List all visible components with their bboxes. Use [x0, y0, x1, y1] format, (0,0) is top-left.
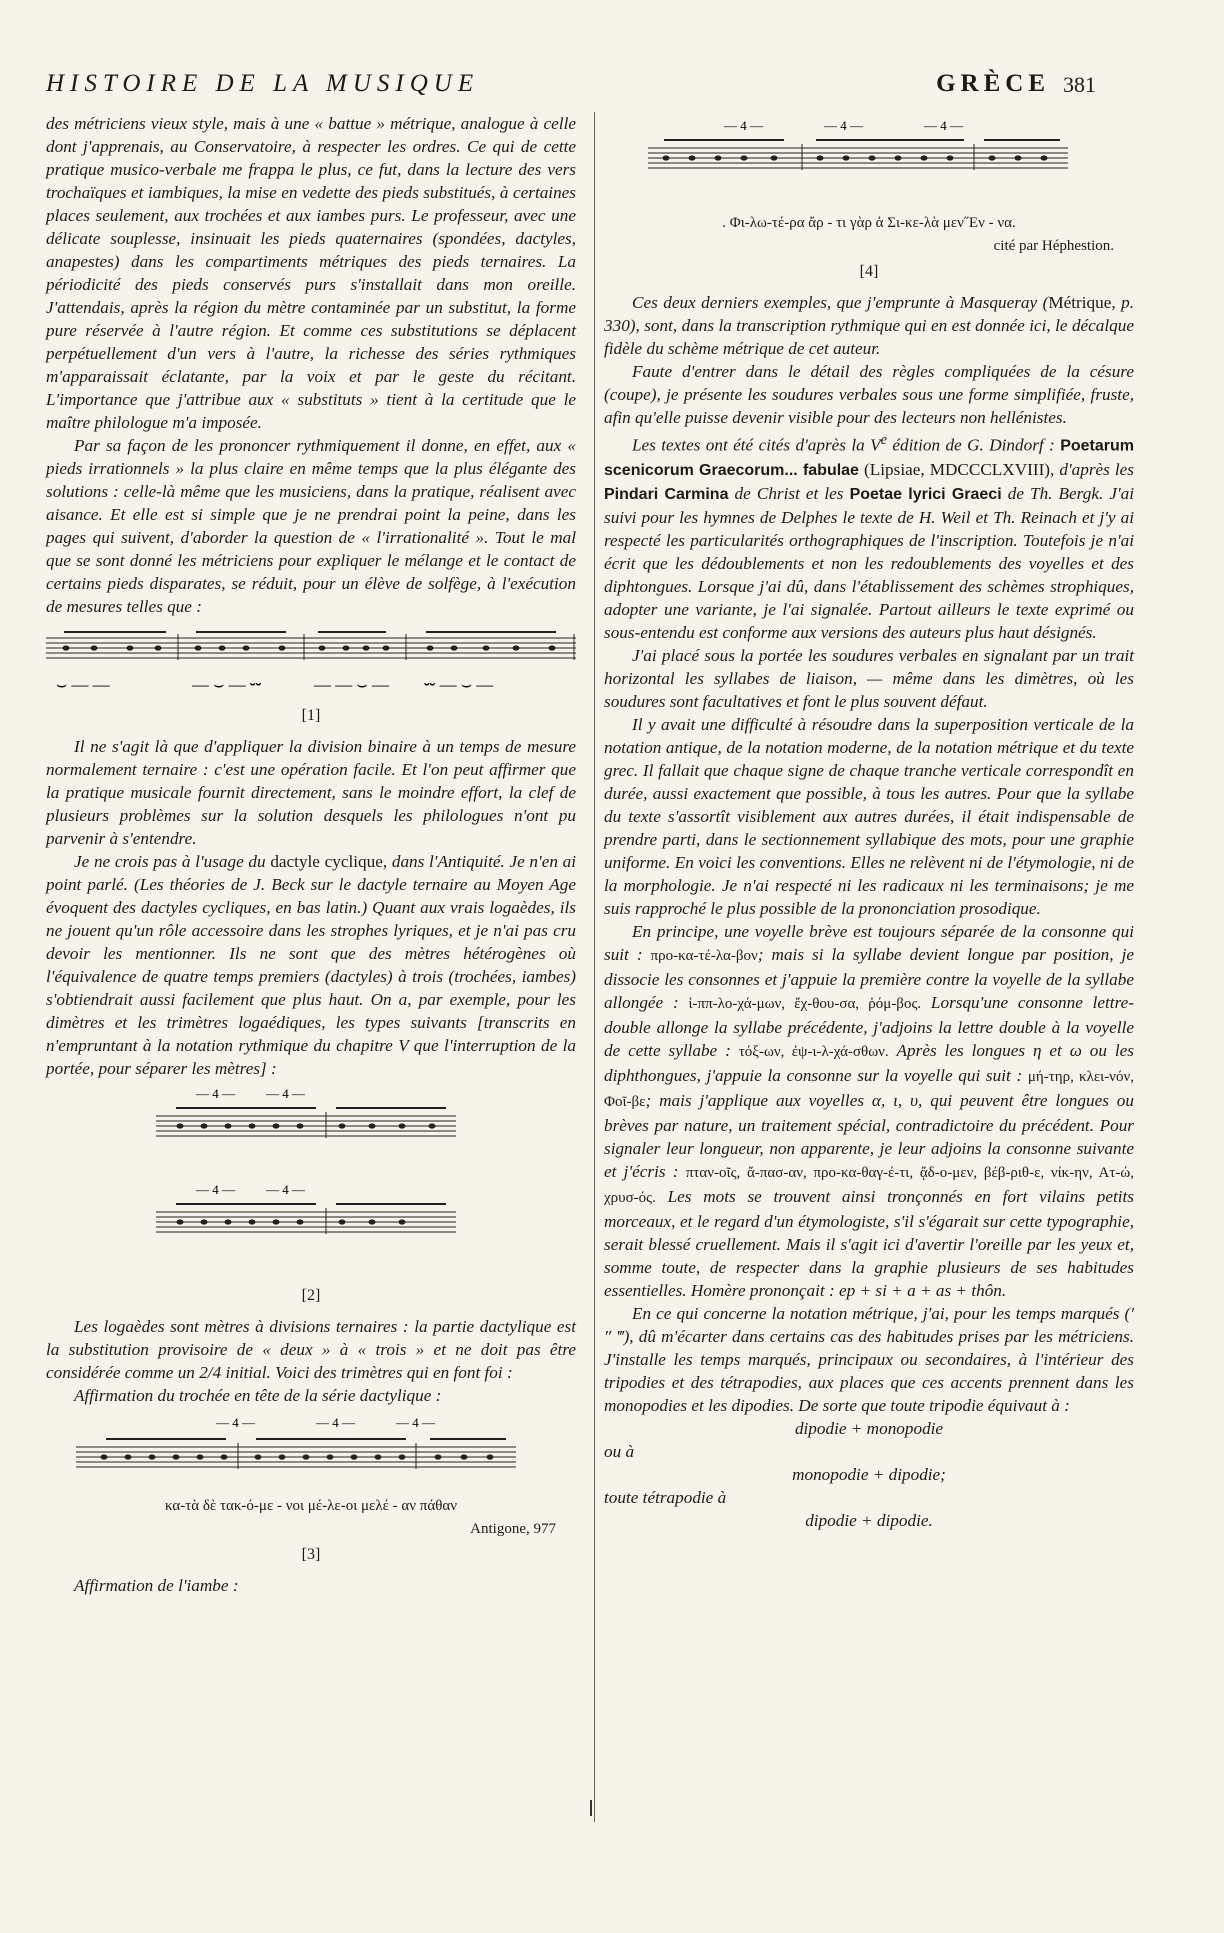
paragraph: Par sa façon de les prononcer rythmiquement il donne, en effet, aux « pieds irrationnels » la plus claire en même temps que la plus élégante des solutions : celle-là même que les musiciens, dans la pratique, réalisent avec aisance. Et elle est si simple que je ne prendrai point la peine, dans les pages qui suivent, d'aborder la question de « l'irrationalité ». Tout le mal que se sont donné les métriciens pour expliquer le mélange et le contact de certains pieds disparates, se réduit, pour un élève de solfège, à l'exécution de mesures telles que : [46, 436, 576, 616]
tempo-mark: — 4 — [924, 118, 963, 133]
music-example-2 [46, 1086, 576, 1282]
paragraph: des métriciens vieux style, mais à une « battue » métrique, analogue à celle dont j'apprenais, au Conservatoire, à respecter les ordres. Ce qui de cette pratique musico-verbale me frappa le plus, ce fut, dans la lecture des vers trochaïques et iambiques, la mise en vedette des pieds substitués, à certaines places seulement, aux trochées et aux iambes purs. Le professeur, avec une délicate souplesse, insinuait les pieds quaternaires (spondées, dactyles, anapestes) dans les compartiments métriques des pieds ternaires. La périodicité des pieds conservés purs s'installait dans mon oreille. J'attendais, après la région du mètre contaminée par un substitut, la forme pure réservée à l'autre région. Et comme ces substitutions se déplacent perpétuellement d'un vers à l'autre, la richesse des séries rythmiques m'apparaissait éclatante, par la voix et par le geste du récitant. L'importance que j'attribue aux « substituts » tient à la certitude que le maître philologue m'a imposée. [46, 114, 576, 432]
column-divider [594, 112, 595, 1822]
tempo-mark: — 4 — [216, 1415, 255, 1430]
margin-mark [590, 1800, 592, 1816]
figure-number: [1] [301, 707, 321, 724]
section-title: GRÈCE [936, 70, 1050, 97]
page-header [46, 70, 1096, 110]
paragraph: ou à [604, 1441, 635, 1461]
figure-number: [4] [859, 263, 879, 280]
tempo-mark: — 4 — [724, 118, 763, 133]
paragraph: toute tétrapodie à [604, 1487, 727, 1507]
paragraph: Je ne crois pas à l'usage du dactyle cyclique, dans l'Antiquité. Je n'en ai point parlé. (Les théories de J. Beck sur le dactyle ternaire au Moyen Age évoquent des dactyles cycliques, en bas latin.) Quant aux vrais logaèdes, ils ne jouent qu'un rôle accessoire dans les strophes lyriques, et je n'ai pas cru devoir les mentionner. Ils ne sont que des mètres hétérogènes où l'équivalence de quatre temps premiers (dactyles) à trois (trochées, iambes) s'obtiendrait aussi facilement que plus haut. On a, par exemple, pour les dimètres et les trimètres logaédiques, les types suivants [transcrits en n'empruntant à la notation rythmique du chapitre V que l'interruption de la portée, pour séparer les mètres] : [46, 852, 576, 1078]
meter-mark: ⌣ — — [56, 675, 110, 694]
staff [46, 634, 576, 660]
paragraph: En ce qui concerne la notation métrique, j'ai, pour les temps marqués (′ ″ ‴), dû m'écarter dans certains cas des habitudes prises par les métriciens. J'installe les temps marqués, principaux ou secondaires, à l'intérieur des tripodies et des tétrapodies, aux places que ces accents prennent dans les monopodies et les dipodies. De sorte que toute tripodie équivaut à : [604, 1303, 1134, 1415]
figure-number: [2] [301, 1287, 321, 1304]
greek-lyric: κα-τὰ δὲ τακ-ό-με - νοι μέ-λε-οι μελέ - αν πάθαν [164, 1498, 458, 1514]
greek-lyric: . Φι-λω-τέ-ρα ἄρ - τι γὰρ ἁ Σι-κε-λὰ μεν˝Εν - να. [722, 215, 1016, 231]
page-number: 381 [1063, 72, 1096, 97]
running-title: HISTOIRE DE LA MUSIQUE [46, 70, 480, 97]
tempo-mark: — 4 — [266, 1086, 305, 1101]
paragraph: Les textes ont été cités d'après la Ve édition de G. Dindorf : Poetarum scenicorum Graecorum... fabulae (Lipsiae, MDCCCLXVIII), d'après les Pindari Carmina de Christ et les Poetae lyrici Graeci de Th. Bergk. J'ai suivi pour les hymnes de Delphes le texte de H. Weil et Th. Reinach et j'y ai respecté les particularités orthographiques de l'inscription. Toutefois je n'ai écrit que les dédoublements et non les redoublements des voyelles et des diphtongues. Lorsque j'ai dû, dans l'établissement des schèmes strophiques, adopter une variante, je l'ai signalée. Partout ailleurs le texte exprimé ou sous-entendu est conforme aux versions des auteurs plus haut désignés. [604, 432, 1134, 642]
paragraph: Ces deux derniers exemples, que j'emprunte à Masqueray (Métrique, p. 330), sont, dans la transcription rythmique qui en est donnée ici, le décalque fidèle du schème métrique de cet auteur. [604, 293, 1134, 358]
paragraph: Les logaèdes sont mètres à divisions ternaires : la partie dactylique est la substitution provisoire de « deux » à « trois » et ne doit pas être considérée comme un 2/4 initial. Voici des trimètres qui en font foi : [46, 1317, 576, 1382]
paragraph: Affirmation du trochée en tête de la série dactylique : [74, 1386, 442, 1405]
citation: cité par Héphestion. [993, 238, 1114, 254]
tempo-mark: — 4 — [824, 118, 863, 133]
paragraph: J'ai placé sous la portée les soudures verbales en signalant par un trait horizontal les syllabes de liaison, — même dans les dimètres, où les soudures sont facultatives et font le plus souvent défaut. [604, 645, 1134, 711]
paragraph: Il ne s'agit là que d'appliquer la division binaire à un temps de mesure normalement ternaire : c'est une opération facile. Et l'on peut affirmer que la pratique musicale fournit directement, sans le moindre effort, la clef de plusieurs problèmes sur la solution desquels les philologues n'ont pu parvenir à s'entendre. [46, 737, 576, 848]
meter-mark: — ⌣ — ⏑⏑ [192, 675, 262, 694]
left-column [46, 112, 576, 1597]
music-example-1 [46, 624, 576, 702]
right-column [604, 112, 1134, 1532]
tempo-mark: — 4 — [196, 1086, 235, 1101]
paragraph: Affirmation de l'iambe : [74, 1576, 239, 1595]
music-example-3 [46, 1413, 576, 1493]
formula: monopodie + dipodie; [792, 1464, 946, 1484]
music-example-4 [604, 118, 1134, 210]
figure-number: [3] [301, 1546, 321, 1563]
formula: dipodie + dipodie. [805, 1510, 933, 1530]
tempo-mark: — 4 — [196, 1182, 235, 1197]
paragraph: En principe, une voyelle brève est toujours séparée de la consonne qui suit : προ-κα-τέ-λα-βον; mais si la syllabe devient longue par position, je dissocie les consonnes et j'appuie la première contre la voyelle de la syllabe allongée : ἱ-ππ-λο-χά-μων, ἔχ-θου-σα, ῥόμ-βος. Lorsqu'une consonne lettre-double allonge la syllabe précédente, j'adjoins la lettre double à la voyelle de cette syllabe : τόξ-ων, ἐψ-ι-λ-χά-σθων. Après les longues η et ω ou les diphthongues, j'appuie la consonne sur la voyelle qui suit : μή-τηρ, κλει-νόν, Φοῖ-βε; mais j'applique aux voyelles α, ι, υ, qui peuvent être longues ou brèves par nature, un traitement spécial, contradictoire du précédent. Pour signaler leur longueur, non apparente, je leur adjoins la consonne suivante et j'écris : πταν-οῖς, ἄ-πασ-αν, προ-κα-θαγ-έ-τι, ᾄδ-ο-μεν, βέβ-ριθ-ε, νίκ-ην, Ατ-ώ, χρυσ-ός. Les mots se trouvent ainsi tronçonnés en fort vilains petits morceaux, et le regard d'un étymologiste, s'il s'égarait sur cette typographie, serait blessé cruellement. Mais il s'agit ici d'avertir l'oreille par les yeux et, somme toute, de respecter dans la graphie plusieurs de ses habitudes essentielles. Homère prononçait : ep + si + a + as + thôn. [604, 921, 1135, 1300]
formula: dipodie + monopodie [794, 1418, 944, 1438]
meter-mark: — — ⌣ — [314, 675, 389, 694]
tempo-mark: — 4 — [396, 1415, 435, 1430]
tempo-mark: — 4 — [266, 1182, 305, 1197]
paragraph: Il y avait une difficulté à résoudre dans la superposition verticale de la notation antique, de la notation moderne, de la notation métrique et du texte grec. Il fallait que chaque signe de chaque tranche verticale correspondît en durée, aussi exactement que possible, à tous les autres. Pour que la syllabe du texte s'assortît visiblement aux autres durées, il était indispensable de prendre parti, dans le sectionnement syllabique des mots, pour une graphie uniforme. En voici les conventions. Elles ne relèvent ni de l'étymologie, ni de la morphologie. Je n'ai respecté ni les radicaux ni les terminaisons; je me suis rapproché le plus possible de la prononciation prosodique. [604, 714, 1134, 918]
tempo-mark: — 4 — [316, 1415, 355, 1430]
paragraph: Faute d'entrer dans le détail des règles compliquées de la césure (coupe), je présente les soudures verbales sous une forme simplifiée, fruste, afin qu'elle puisse devenir visible pour des lecteurs non hellénistes. [604, 362, 1134, 427]
meter-mark: ⏑⏑ — ⌣ — [424, 675, 494, 694]
citation: Antigone, 977 [470, 1521, 556, 1537]
